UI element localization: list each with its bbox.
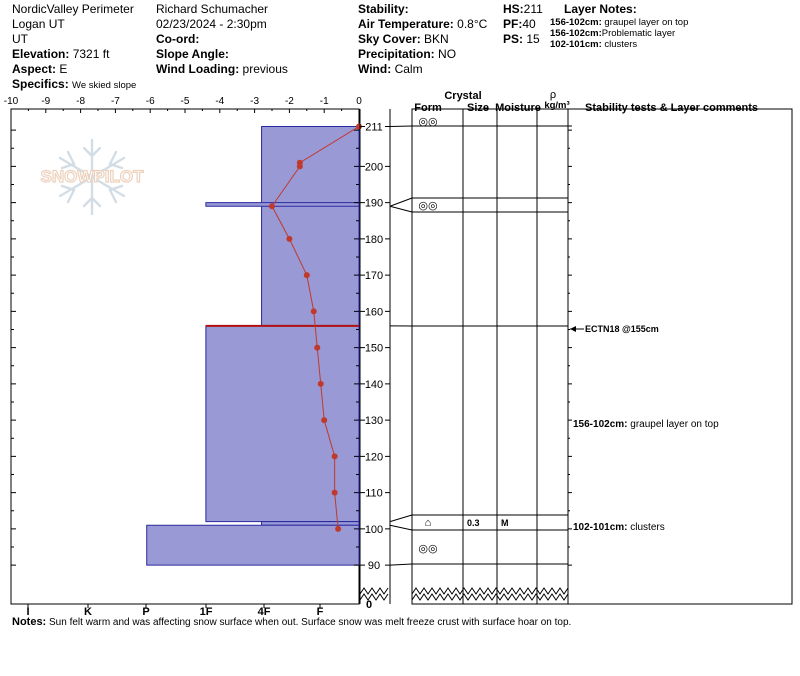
- logo-text: SNOWPILOT: [40, 167, 144, 186]
- temperature-point: [269, 203, 275, 209]
- layer-table-panel: [360, 109, 792, 611]
- layer-connector: [390, 198, 412, 206]
- layer-connector: [390, 515, 412, 522]
- temperature-tick-label: -7: [110, 96, 120, 107]
- specifics: Specifics: We skied slope: [12, 77, 136, 91]
- pf-value: PF:40: [503, 17, 536, 31]
- temperature-point: [286, 236, 292, 242]
- ps-value: PS: 15: [503, 32, 540, 46]
- layer-comment-range: 156-102cm:: [573, 419, 628, 430]
- height-scale-label: 140: [364, 378, 384, 391]
- height-scale-label: 90: [367, 560, 381, 573]
- height-scale-label: 110: [365, 487, 383, 500]
- temperature-point: [297, 163, 303, 169]
- stability: Stability:: [358, 2, 409, 16]
- hardness-bar: [206, 203, 359, 207]
- observer-name: Richard Schumacher: [156, 2, 269, 16]
- hardness-tick-label: P: [142, 606, 150, 618]
- crystal-form-icon: ◎◎: [418, 543, 438, 555]
- temperature-tick-label: -6: [145, 96, 155, 107]
- hardness-tick-label: 1F: [199, 606, 213, 618]
- hardness-bar: [147, 525, 359, 565]
- height-scale-label: 160: [364, 306, 384, 319]
- temperature-tick-label: -4: [215, 96, 225, 107]
- crystal-form-icon: ⌂: [424, 517, 432, 529]
- state-name: UT: [12, 32, 28, 46]
- height-scale-label: 200: [364, 161, 384, 174]
- temperature-tick-label: -9: [41, 96, 51, 107]
- break-mark: [360, 588, 388, 594]
- snowpilot-logo: [41, 140, 145, 214]
- height-scale-label: 170: [364, 270, 384, 283]
- arrow-head-icon: [570, 326, 576, 332]
- break-mark: [412, 588, 568, 594]
- temperature-tick-label: -2: [284, 96, 294, 107]
- wind: Wind: Calm: [358, 62, 423, 76]
- height-zero-label: 0: [365, 599, 373, 611]
- notes: Notes: Sun felt warm and was affecting snow surface when out. Surface snow was melt freeze crust with surface hoar on top.: [12, 616, 572, 628]
- form-header: Form: [414, 102, 442, 114]
- temperature-tick-label: -5: [180, 96, 190, 107]
- layer-note: 156-102cm: graupel layer on top: [550, 17, 689, 28]
- hardness-tick-label: F: [316, 606, 324, 618]
- height-scale-label: 120: [364, 451, 384, 464]
- crystal-size: 0.3: [467, 518, 480, 528]
- location-name: NordicValley Perimeter: [12, 2, 134, 16]
- temperature-tick-label: -8: [76, 96, 86, 107]
- crystal-form-icon: ◎◎: [418, 116, 438, 128]
- sky-cover: Sky Cover: BKN: [358, 32, 449, 46]
- density-symbol: ρ: [549, 89, 557, 101]
- moisture-header: Moisture: [495, 102, 541, 114]
- observation-datetime: 02/23/2024 - 2:30pm: [156, 17, 267, 31]
- size-header: Size: [466, 102, 490, 114]
- air-temperature: Air Temperature: 0.8°C: [358, 17, 488, 31]
- temperature-point: [314, 345, 320, 351]
- height-scale-label: 190: [364, 197, 384, 210]
- layer-comment: [573, 419, 719, 430]
- layer-comment: [573, 522, 665, 533]
- hs-value: HS:211: [503, 2, 543, 16]
- temperature-point: [332, 490, 338, 496]
- ect-result-label: ECTN18 @155cm: [585, 324, 659, 334]
- hardness-bar: [262, 522, 359, 526]
- layer-note: 156-102cm:Problematic layer: [550, 28, 676, 39]
- precipitation: Precipitation: NO: [358, 47, 457, 61]
- wind-loading: Wind Loading: previous: [156, 62, 288, 76]
- temperature-point: [335, 526, 341, 532]
- crystal-moisture: M: [501, 518, 509, 528]
- temperature-point: [304, 272, 310, 278]
- crystal-form-icon: ◎◎: [418, 200, 438, 212]
- height-scale-label: 150: [364, 342, 384, 355]
- hardness-tick-label: K: [84, 606, 92, 618]
- layer-notes-title: Layer Notes:: [564, 2, 637, 16]
- density-unit: kg/m³: [544, 100, 570, 111]
- hardness-tick-label: 4F: [257, 606, 271, 618]
- crystal-header: Crystal: [444, 90, 482, 102]
- temperature-point: [321, 417, 327, 423]
- layer-note: 102-101cm: clusters: [550, 39, 638, 50]
- layer-comment-text: clusters: [627, 522, 665, 533]
- coordinates: Co-ord:: [156, 32, 200, 46]
- temperature-point: [311, 308, 317, 314]
- elevation: Elevation: 7321 ft: [12, 47, 110, 61]
- height-scale-label: 180: [364, 233, 384, 246]
- temperature-tick-label: -3: [250, 96, 260, 107]
- height-scale-label: 211: [365, 121, 383, 134]
- temperature-point: [332, 453, 338, 459]
- temperature-tick-label: 0: [356, 96, 362, 107]
- height-scale-label: 130: [364, 415, 384, 428]
- stability-header: Stability tests & Layer comments: [585, 102, 759, 114]
- temperature-tick-label: -10: [3, 96, 19, 107]
- break-mark: [360, 594, 388, 600]
- break-mark: [412, 594, 568, 600]
- layer-comment-range: 102-101cm:: [573, 522, 628, 533]
- layer-comment-text: graupel layer on top: [627, 419, 719, 430]
- temperature-point: [318, 381, 324, 387]
- layer-connector: [390, 564, 412, 565]
- slope-angle: Slope Angle:: [156, 47, 229, 61]
- temperature-tick-label: -1: [319, 96, 329, 107]
- aspect: Aspect: E: [12, 62, 68, 76]
- region-name: Logan UT: [12, 17, 65, 31]
- layer-connector: [390, 206, 412, 212]
- hardness-tick-label: I: [26, 606, 30, 618]
- height-scale-label: 100: [364, 523, 384, 536]
- layer-connector: [390, 126, 412, 127]
- layer-connector: [390, 525, 412, 530]
